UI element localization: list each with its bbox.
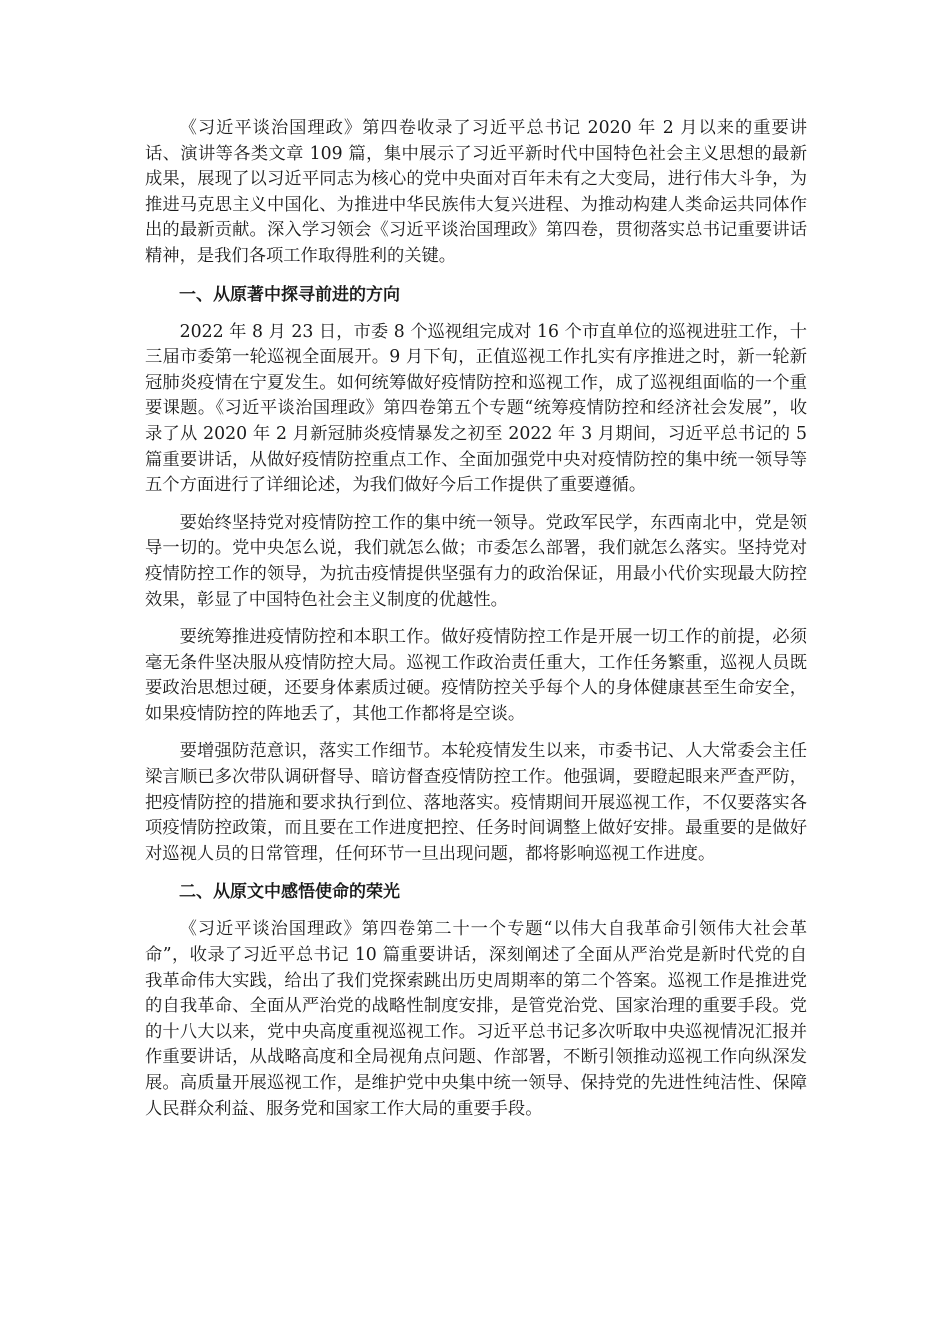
document-page — [145, 116, 807, 1134]
section-1-paragraph-3: 要统筹推进疫情防控和本职工作。做好疫情防控工作是开展一切工作的前提，必须毫无条件坚决服从疫情防控大局。巡视工作政治责任重大，工作任务繁重，巡视人员既要政治思想过硬，还要身体素质过硬。疫情防控关乎每个人的身体健康甚至生命安全，如果疫情防控的阵地丢了，其他工作都将是空谈。 — [145, 627, 807, 724]
intro-paragraph: 《习近平谈治国理政》第四卷收录了习近平总书记 2020 年 2 月以来的重要讲话、演讲等各类文章 109 篇，集中展示了习近平新时代中国特色社会主义思想的最新成果，展现了以习近平同志为核心的党中央面对百年未有之大变局，进行伟大斗争，为推进马克思主义中国化、为推进中华民族伟大复兴进程、为推动构建人类命运共同体作出的最新贡献。深入学习领会《习近平谈治国理政》第四卷，贯彻落实总书记重要讲话精神，是我们各项工作取得胜利的关键。 — [145, 118, 807, 266]
section-1-heading: 一、从原著中探寻前进的方向 — [179, 284, 400, 305]
section-1-paragraph-4: 要增强防范意识，落实工作细节。本轮疫情发生以来，市委书记、人大常委会主任梁言顺已多次带队调研督导、暗访督查疫情防控工作。他强调，要瞪起眼来严查严防，把疫情防控的措施和要求执行到位、落地落实。疫情期间开展巡视工作，不仅要落实各项疫情防控政策，而且要在工作进度把控、任务时间调整上做好安排。最重要的是做好对巡视人员的日常管理，任何环节一旦出现问题，都将影响巡视工作进度。 — [145, 741, 807, 864]
section-1-paragraph-2: 要始终坚持党对疫情防控工作的集中统一领导。党政军民学，东西南北中，党是领导一切的。党中央怎么说，我们就怎么做；市委怎么部署，我们就怎么落实。坚持党对疫情防控工作的领导，为抗击疫情提供坚强有力的政治保证，用最小代价实现最大防控效果，彰显了中国特色社会主义制度的优越性。 — [145, 512, 807, 610]
section-2-heading: 二、从原文中感悟使命的荣光 — [179, 882, 400, 903]
section-2-paragraph-1: 《习近平谈治国理政》第四卷第二十一个专题“以伟大自我革命引领伟大社会革命”，收录了习近平总书记 10 篇重要讲话，深刻阐述了全面从严治党是新时代党的自我革命伟大实践，给出了我们党探索跳出历史周期率的第二个答案。巡视工作是推进党的自我革命、全面从严治党的战略性制度安排，是管党治党、国家治理的重要手段。党的十八大以来，党中央高度重视巡视工作。习近平总书记多次听取中央巡视情况汇报并作重要讲话，从战略高度和全局视角点问题、作部署，不断引领推动巡视工作向纵深发展。高质量开展巡视工作，是维护党中央集中统一领导、保持党的先进性纯洁性、保障人民群众利益、服务党和国家工作大局的重要手段。 — [145, 919, 807, 1119]
section-1-paragraph-1: 2022 年 8 月 23 日，市委 8 个巡视组完成对 16 个市直单位的巡视进驻工作，十三届市委第一轮巡视全面展开。9 月下旬，正值巡视工作扎实有序推进之时，新一轮新冠肺炎疫情在宁夏发生。如何统筹做好疫情防控和巡视工作，成了巡视组面临的一个重要课题。《习近平谈治国理政》第四卷第五个专题“统筹疫情防控和经济社会发展”，收录了从 2020 年 2 月新冠肺炎疫情暴发之初至 2022 年 3 月期间，习近平总书记的 5 篇重要讲话，从做好疫情防控重点工作、全面加强党中央对疫情防控的集中统一领导等五个方面进行了详细论述，为我们做好今后工作提供了重要遵循。 — [145, 321, 807, 496]
